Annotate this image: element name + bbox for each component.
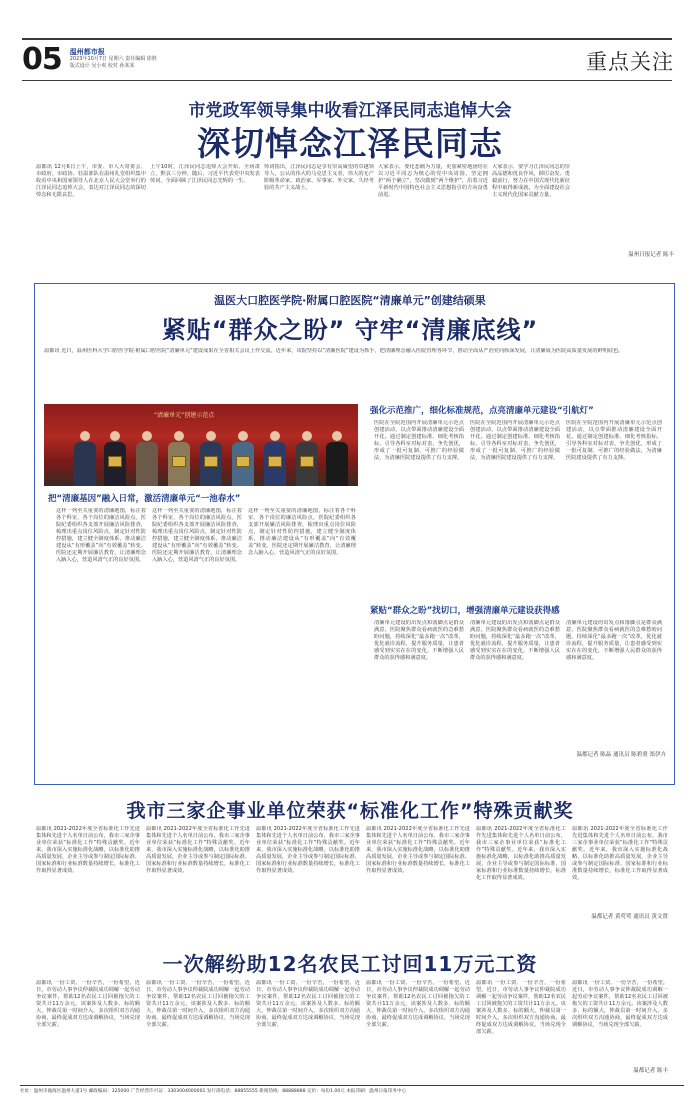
award-plaque (204, 456, 218, 467)
award-plaque (172, 456, 186, 467)
article1-col2: 上午10时，江泽民同志追悼大会开始，全场肃立，默哀三分钟。随后，习近平代表党中央发表悼词，全面回顾了江泽民同志光辉的一生。 (150, 164, 260, 184)
masthead-meta-1: 2023年10月7日 星期六 责任编辑 徐胜 (69, 56, 157, 62)
article2-section-a-col1: 这样一列至关重要的清廉地图，标注着各个科室、各个岗位的廉洁风险点。医院纪委组织各支部开展廉洁风险排查，梳理出重点岗位风险点，制定针对性防控措施，建立健全制度体系，推动廉洁建设从“有形覆盖”向“有效覆盖”转变。医院还定期开展廉洁教育，让清廉理念入脑入心，营造风清气正的良好氛围。 (56, 508, 146, 563)
article2-section-c-head: 紧贴“群众之盼”找切口，增强清廉单元建设获得感 (370, 606, 560, 616)
article4-col6: 温都讯 一份工资、一份辛苦，一份希望。近日，市劳动人事争议仲裁院成功调解一起劳动争议案件，帮助12名农民工讨回被拖欠的工资共计11万余元。该案涉及人数多、标的额大，仲裁员第一时间介入，多次组织双方沟通协商，最终促成双方达成调解协议，当场兑现全部欠薪。 (572, 980, 668, 1028)
article4-col1: 温都讯 一份工资、一份辛苦，一份希望。近日，市劳动人事争议仲裁院成功调解一起劳动争议案件，帮助12名农民工讨回被拖欠的工资共计11万余元。该案涉及人数多、标的额大，仲裁员第一时间介入，多次组织双方沟通协商，最终促成双方达成调解协议，当场兑现全部欠薪。 (36, 980, 140, 1028)
article2-headline: 紧贴“群众之盼” 守牢“清廉底线” (161, 316, 539, 344)
article2-section-b-head: 强化示范推广，细化标准规范，点亮清廉单元建设“引航灯” (370, 406, 594, 416)
masthead-rule (22, 80, 672, 81)
article2-section-c-col3: 清廉单元建设的出发点和落脚点是群众满意。医院聚焦群众看病就医的急难愁盼问题，持续深化“最多跑一次”改革，优化就诊流程，提升服务质量，让患者感受到实实在在的变化，不断增强人民群众的获得感和满意度。 (566, 620, 662, 661)
article3-col5: 温都讯 2021-2022年度全省标准化工作先进集体和先进个人名单日前公布，我市三家企事业单位荣获“标准化工作”特殊贡献奖。近年来，我市深入实施标准化战略，以标准化助推高质量发展，企业主导或参与制定国际标准、国家标准和行业标准数量持续增长，标准化工作取得显著成效。 (476, 826, 566, 881)
page-number: 05 (22, 42, 62, 77)
footer-rule (20, 1085, 684, 1086)
person-figure (326, 431, 348, 486)
award-plaque (300, 456, 314, 467)
article4-col2: 温都讯 一份工资、一份辛苦，一份希望。近日，市劳动人事争议仲裁院成功调解一起劳动争议案件，帮助12名农民工讨回被拖欠的工资共计11万余元。该案涉及人数多、标的额大，仲裁员第一时间介入，多次组织双方沟通协商，最终促成双方达成调解协议，当场兑现全部欠薪。 (146, 980, 250, 1028)
top-rule (22, 38, 672, 40)
article2-section-b-col1: 医院在全院范围内开展清廉单元示范点创建活动，以点带面推动清廉建设全面开花。通过制定创建标准、细化考核指标，引导各科室对标对表、争先创优，形成了一批可复制、可推广的经验做法，为清廉医院建设提供了有力支撑。 (374, 420, 464, 461)
article2-section-c-col1: 清廉单元建设的出发点和落脚点是群众满意。医院聚焦群众看病就医的急难愁盼问题，持续深化“最多跑一次”改革，优化就诊流程，提升服务质量，让患者感受到实实在在的变化，不断增强人民群众的获得感和满意度。 (374, 620, 464, 661)
article4-byline: 温都记者 陈丰 (633, 1068, 668, 1074)
award-plaque (108, 456, 122, 467)
award-plaque (236, 456, 250, 467)
article2-section-b-col2: 医院在全院范围内开展清廉单元示范点创建活动，以点带面推动清廉建设全面开花。通过制定创建标准、细化考核指标，引导各科室对标对表、争先创优，形成了一批可复制、可推广的经验做法，为清廉医院建设提供了有力支撑。 (470, 420, 560, 461)
article1-col1: 温都讯 12月6日上午，市委、市人大常委会、市政府、市政协、驻温部队在温州礼堂组织集中收看中央和国家领导人在北京人民大会堂举行的江泽民同志追悼大会，表达对江泽民同志的深切悼念和无限哀思。 (36, 164, 146, 198)
article1-col3: 悼词指出，江泽民同志是享有崇高威望的卓越领导人，公认的伟大的马克思主义者，伟大的无产阶级革命家、政治家、军事家、外交家，久经考验的共产主义战士。 (264, 164, 374, 191)
paper-name: 温州都市报 (69, 48, 105, 56)
article2-section-c-col2: 清廉单元建设的出发点和落脚点是群众满意。医院聚焦群众看病就医的急难愁盼问题，持续深化“最多跑一次”改革，优化就诊流程，提升服务质量，让患者感受到实实在在的变化，不断增强人民群众的获得感和满意度。 (470, 620, 560, 661)
masthead-info (70, 49, 165, 70)
article3-col2: 温都讯 2021-2022年度全省标准化工作先进集体和先进个人名单日前公布，我市三家企事业单位荣获“标准化工作”特殊贡献奖。近年来，我市深入实施标准化战略，以标准化助推高质量发展，企业主导或参与制定国际标准、国家标准和行业标准数量持续增长，标准化工作取得显著成效。 (146, 826, 250, 874)
article2-byline: 温都记者 陈晶 通讯员 陈碧重 郑伊卉 (576, 752, 666, 758)
article3-col1: 温都讯 2021-2022年度全省标准化工作先进集体和先进个人名单日前公布，我市三家企事业单位荣获“标准化工作”特殊贡献奖。近年来，我市深入实施标准化战略，以标准化助推高质量发展，企业主导或参与制定国际标准、国家标准和行业标准数量持续增长，标准化工作取得显著成效。 (36, 826, 140, 874)
article4-col3: 温都讯 一份工资、一份辛苦，一份希望。近日，市劳动人事争议仲裁院成功调解一起劳动争议案件，帮助12名农民工讨回被拖欠的工资共计11万余元。该案涉及人数多、标的额大，仲裁员第一时间介入，多次组织双方沟通协商，最终促成双方达成调解协议，当场兑现全部欠薪。 (256, 980, 360, 1028)
article4-col5: 温都讯 一份工资、一份辛苦，一份希望。近日，市劳动人事争议仲裁院成功调解一起劳动争议案件，帮助12名农民工讨回被拖欠的工资共计11万余元。该案涉及人数多、标的额大，仲裁员第一时间介入，多次组织双方沟通协商，最终促成双方达成调解协议，当场兑现全部欠薪。 (476, 980, 566, 1035)
article2-lead: 温都讯 近日，温州医科大学口腔医学院·附属口腔医院“清廉单元”建设成果在全省相关会议上作交流。近年来，该院坚持以“清廉医院”建设为抓手，把清廉理念融入医院管理各环节，推动全面从严治党向纵深发展，让清廉成为医院高质量发展的鲜明底色。 (44, 348, 624, 354)
award-photo (44, 404, 358, 486)
article3-byline: 温都记者 黄莺莺 通讯员 黄文贤 (591, 914, 668, 920)
article2-section-b-col3: 医院在全院范围内开展清廉单元示范点创建活动，以点带面推动清廉建设全面开花。通过制定创建标准、细化考核指标，引导各科室对标对表、争先创优，形成了一批可复制、可推广的经验做法，为清廉医院建设提供了有力支撑。 (566, 420, 662, 461)
person-figure (136, 431, 158, 486)
section-title: 重点关注 (586, 50, 674, 74)
article3-col6: 温都讯 2021-2022年度全省标准化工作先进集体和先进个人名单日前公布，我市三家企事业单位荣获“标准化工作”特殊贡献奖。近年来，我市深入实施标准化战略，以标准化助推高质量发展，企业主导或参与制定国际标准、国家标准和行业标准数量持续增长，标准化工作取得显著成效。 (572, 826, 668, 881)
article4-headline: 一次解纷助12名农民工讨回11万元工资 (162, 952, 538, 976)
award-plaque (268, 456, 282, 467)
article1-col5: 大家表示，要学习江泽民同志的崇高品德和优良作风，踔厉奋发、勇毅前行，努力在中国式现代化新征程中取得新成就，为全面建设社会主义现代化国家贡献力量。 (492, 164, 570, 198)
article3-col4: 温都讯 2021-2022年度全省标准化工作先进集体和先进个人名单日前公布，我市三家企事业单位荣获“标准化工作”特殊贡献奖。近年来，我市深入实施标准化战略，以标准化助推高质量发展，企业主导或参与制定国际标准、国家标准和行业标准数量持续增长，标准化工作取得显著成效。 (366, 826, 470, 874)
article2-subhead: 温医大口腔医学院·附属口腔医院“清廉单元”创建结硕果 (214, 294, 486, 307)
person-figure (74, 431, 96, 486)
page-footer: 社址：温州市瓯海区温州大道1号 邮政编码：325000 广告经营许可证：3303004000001 发行部电话：88855555 新闻热线：88888888 定价：每份1.00元 本报印刷：温州日报印务中心 (20, 1089, 407, 1094)
article3-col3: 温都讯 2021-2022年度全省标准化工作先进集体和先进个人名单日前公布，我市三家企事业单位荣获“标准化工作”特殊贡献奖。近年来，我市深入实施标准化战略，以标准化助推高质量发展，企业主导或参与制定国际标准、国家标准和行业标准数量持续增长，标准化工作取得显著成效。 (256, 826, 360, 874)
article1-headline: 深切悼念江泽民同志 (197, 124, 503, 163)
photo-banner: “清廉单元”创建示范点 (154, 412, 215, 419)
masthead-meta-2: 版式设计 吴小爽 校对 孙某某 (69, 63, 135, 69)
article2-section-a-col2: 这样一列至关重要的清廉地图，标注着各个科室、各个岗位的廉洁风险点。医院纪委组织各支部开展廉洁风险排查，梳理出重点岗位风险点，制定针对性防控措施，建立健全制度体系，推动廉洁建设从“有形覆盖”向“有效覆盖”转变。医院还定期开展廉洁教育，让清廉理念入脑入心，营造风清气正的良好氛围。 (152, 508, 242, 563)
article1-col4: 大家表示，要化悲痛为力量，更加紧密地团结在以习近平同志为核心的党中央周围，坚定拥护“两个确立”，坚决做到“两个维护”，沿着习近平新时代中国特色社会主义思想指引的方向奋勇前进。 (378, 164, 488, 198)
article4-col4: 温都讯 一份工资、一份辛苦，一份希望。近日，市劳动人事争议仲裁院成功调解一起劳动争议案件，帮助12名农民工讨回被拖欠的工资共计11万余元。该案涉及人数多、标的额大，仲裁员第一时间介入，多次组织双方沟通协商，最终促成双方达成调解协议，当场兑现全部欠薪。 (366, 980, 470, 1028)
article1-byline: 温州日报记者 陈丰 (628, 252, 674, 258)
masthead (22, 42, 165, 77)
article1-subhead: 市党政军领导集中收看江泽民同志追悼大会 (188, 101, 512, 121)
article2-section-a-col3: 这样一列至关重要的清廉地图，标注着各个科室、各个岗位的廉洁风险点。医院纪委组织各支部开展廉洁风险排查，梳理出重点岗位风险点，制定针对性防控措施，建立健全制度体系，推动廉洁建设从“有形覆盖”向“有效覆盖”转变。医院还定期开展廉洁教育，让清廉理念入脑入心，营造风清气正的良好氛围。 (248, 508, 356, 556)
article2-section-a-head: 把“清廉基因”融入日常，激活清廉单元“一池春水” (48, 494, 241, 504)
article3-headline: 我市三家企事业单位荣获“标准化工作”特殊贡献奖 (126, 800, 574, 822)
